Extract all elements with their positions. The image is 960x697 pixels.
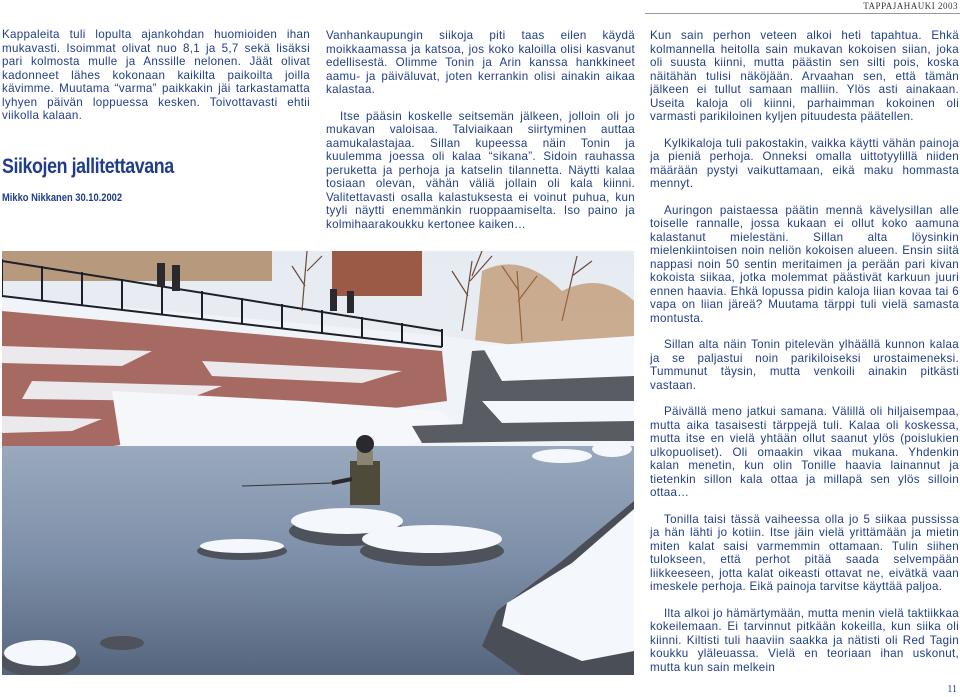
paragraph: Vanhankaupungin siikoja piti taas eilen käydä moikkaamassa ja katsoa, jos koko kaloilla olisi kasvanut edellisestä. Olimme Tonin ja Arin kanssa hankkineet aamu- ja päiväluvat, joten kerrankin olisi ainakin aikaa kalastaa. (326, 29, 635, 96)
article-byline: Mikko Nikkanen 30.10.2002 (2, 192, 123, 204)
paragraph: Auringon paistaessa päätin mennä kävelysillan alle toiselle rannalle, jossa kukaan ei ollut koko aamuna kalastanut mielestäni. Sillan alta löysinkin mielenkiintoisen noin neliön kokoisen alueen. Ensin siitä nappasi noin 50 sentin meritaimen ja perään pari kivan kokoista siikaa, jotka molemmat päästivät karkuun juuri ennen haavia. Ehkä lopussa pidin kaloja liian kovaa tai 6 vapa on liian järeä? Muutama tärppi tuli vielä samasta montusta. (650, 203, 959, 325)
page-number: 11 (947, 684, 957, 695)
paragraph: Itse pääsin koskelle seitsemän jälkeen, jolloin oli jo mukavan valoisaa. Talviaikaan siirtyminen auttaa aamukalastajaa. Sillan kupeessa näin Tonin ja kuulemma joessa oli kalaa “sikana”. Sidoin rauhassa peruketta ja perhoja ja katselin tilannetta. Näytti kalaa tosiaan olevan, vähän väliä jollain oli kala kiinni. Valitettavasti osalla kalastuksesta ei voinut puhua, kun tyyli näytti enemmänkin ruoppaamiselta. Iso paino ja kolmihaarakoukku kertonee kaiken… (326, 109, 635, 231)
photo-illustration (2, 251, 634, 675)
header-rule (645, 13, 960, 14)
red-building (332, 251, 422, 296)
paragraph: Kun sain perhon veteen alkoi heti tapahtua. Ehkä kolmannella heitolla sain mukavan kokoisen siian, joka oli suusta kiinni, mutta päästin sen silti pois, koska näitähän tulisi näköjään. Arvaahan sen, että tämän jälkeen ei tullut samaan malliin. Ylös asti ainakaan. Useita kaloja oli kiinni, parhaimman kokoinen oli varmasti parikiloinen kyljen pituudesta päätellen. (650, 29, 959, 123)
river-fisherman-winter-photo (2, 251, 634, 675)
column-left (2, 28, 310, 136)
paragraph: Sillan alta näin Tonin pitelevän ylhäällä kunnon kalaa ja se paljastui noin parikiloiseksi urostaimeneksi. Tummunut täysin, mutta venkoili ainakin pitkästi vastaan. (650, 338, 959, 392)
paragraph: Ilta alkoi jo hämärtymään, mutta menin vielä taktiikkaa kokeilemaan. Ei tarvinnut pitkään kokeilla, kun siika oli kiinni. Kiltisti tuli haaviin saakka ja nätisti oli Red Tagin koukku yläleuassa. Vielä en teoriaan ihan uskonut, mutta kun sain melkein (650, 606, 959, 674)
magazine-header: TAPPAJAHAUKI 2003 (863, 1, 958, 11)
paragraph: Tonilla taisi tässä vaiheessa olla jo 5 siikaa pussissa ja hän lähti jo kotiin. Itse jäin vielä yrittämään ja mietin miten kalat saisi varmemmin ottamaan. Tulin siihen tulokseen, että perhot pitää saada selvempään liikkeeseen, jotta kalat oikeasti ottavat ne, eivätkä vaan imeskele perhoja. Eikä painoja tarvitse käyttää paljoa. (650, 512, 959, 593)
paragraph: Päivällä meno jatkui samana. Välillä oli hiljaisempaa, mutta aika tasaisesti tärppejä tuli. Kalaa oli koskessa, mutta itse en vielä yhtään ollut saanut ylös (poislukien ulkopuoliset). Oli omaakin vikaa mukana. Yhdenkin kalan menetin, kun olin Tonille haavia lainannut ja tietenkin sillon kala ottaa ja millapä sen ylös silloin ottaa… (650, 405, 959, 499)
column-middle (326, 29, 635, 244)
column-right (650, 29, 959, 687)
article-title: Siikojen jallitettavana (2, 155, 174, 178)
paragraph: Kappaleita tuli lopulta ajankohdan huomioiden ihan mukavasti. Isoimmat olivat nuo 8,1 ja 5,7 sekä lisäksi pari kolmosta mulle ja Anssille nelonen. Jäät olivat kadonneet lähes kokonaan kaikilta paikoilta joilla kävimme. Muutama “varma” paikkakin jäi tarkastamatta lyhyen päivän loppuessa kesken. Toivottavasti ehtii viikolla kalaan. (2, 28, 310, 122)
paragraph: Kylkikaloja tuli pakostakin, vaikka käytti vähän painoja ja pieniä perhoja. Onneksi omalla uittotyylillä niiden määrään pystyi vaikuttamaan, eikä maku hommasta mennyt. (650, 136, 959, 190)
